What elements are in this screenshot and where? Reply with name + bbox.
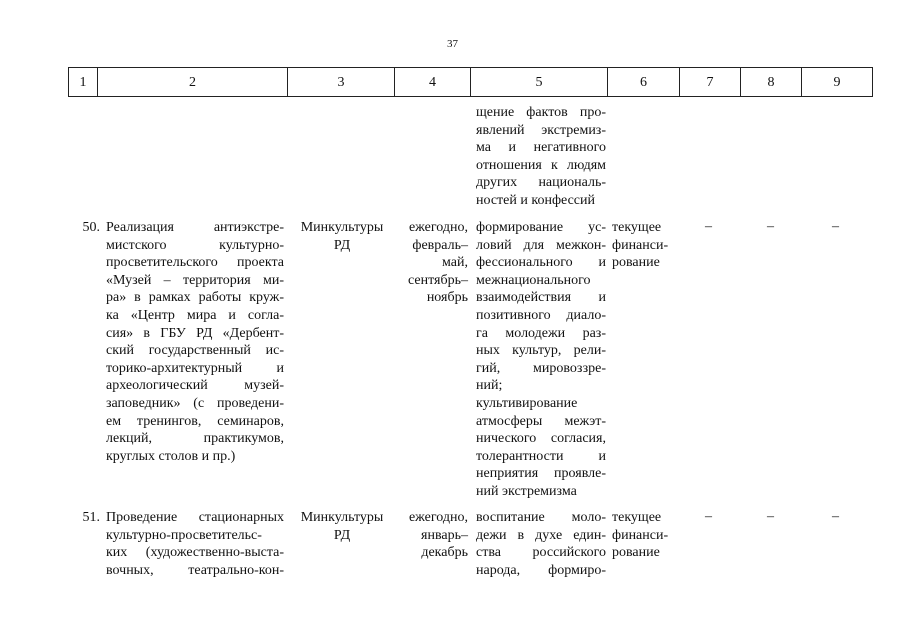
text-line: ка «Центр мира и согла- [106, 307, 284, 323]
header-col-6: 6 [607, 67, 680, 97]
text-line: торико-архитектурный и [106, 360, 284, 376]
text-line: ем тренингов, семинаров, [106, 413, 284, 429]
text-line: ежегодно, [408, 220, 468, 235]
header-col-4: 4 [394, 67, 471, 97]
text-line: ма и негативного [476, 140, 606, 156]
header-col-1: 1 [68, 67, 98, 97]
header-col-8: 8 [740, 67, 802, 97]
text-line: круглых столов и пр.) [106, 448, 236, 464]
text-line: лекций, практикумов, [106, 431, 284, 447]
text-line: ловий для межкон- [476, 237, 606, 253]
text-line: народа, формиро- [476, 562, 606, 578]
text-line: неприятия проявле- [476, 466, 606, 482]
header-col-7: 7 [679, 67, 741, 97]
row-51-col9: – [832, 509, 839, 524]
row-51-activity [106, 509, 284, 579]
text-line: щение фактов про- [476, 105, 606, 120]
text-line: культурно-просветительс- [106, 527, 262, 543]
text-line: сия» в ГБУ РД «Дербент- [106, 325, 284, 341]
row-51-term [396, 509, 468, 562]
text-line: гий, мировоззре- [476, 360, 606, 376]
text-line: «Музей – территория ми- [106, 272, 284, 288]
page-number: 37 [447, 38, 458, 50]
text-line: май, [442, 255, 468, 271]
text-line: рование [612, 545, 660, 561]
text-line: ежегодно, [408, 510, 468, 525]
row-50-col7: – [705, 219, 712, 234]
text-line: финанси- [612, 237, 669, 253]
text-line: взаимодействия и [476, 290, 606, 306]
header-col-3: 3 [287, 67, 395, 97]
text-line: просветительского проекта [106, 255, 284, 271]
text-line: текущее [612, 220, 662, 235]
text-line: нического согласия, [476, 431, 606, 447]
text-line: текущее [612, 510, 662, 525]
text-line: Реализация антиэкстре- [106, 220, 284, 235]
text-line: межнационального [476, 272, 591, 288]
text-line: фессионального и [476, 255, 606, 271]
text-line: РД [333, 237, 351, 253]
row-50-col8: – [767, 219, 774, 234]
text-line: РД [333, 527, 351, 543]
text-line: ра» в рамках работы круж- [106, 290, 284, 306]
text-line: ства российского [476, 545, 606, 561]
header-col-5: 5 [470, 67, 608, 97]
text-line: дежи в духе един- [476, 527, 606, 543]
row-51-executor [290, 509, 394, 544]
row-51-goal [476, 509, 606, 579]
text-line: толерантности и [476, 448, 606, 464]
row-50-term [396, 219, 468, 307]
text-line: ний экстремизма [476, 483, 577, 499]
text-line: ский государственный ис- [106, 343, 284, 359]
row-51-funding [612, 509, 680, 562]
row-50-goal [476, 219, 606, 501]
row-50-number: 50. [82, 220, 100, 235]
table-header-row [68, 67, 873, 99]
header-col-9: 9 [801, 67, 873, 97]
text-line: январь– [421, 527, 468, 543]
text-line: декабрь [421, 545, 468, 561]
text-line: культивирование [476, 395, 578, 411]
row-50-funding [612, 219, 680, 272]
text-line: заповедник» (с проведени- [106, 395, 284, 411]
text-line: вочных, театрально-кон- [106, 562, 284, 578]
text-line: февраль– [412, 237, 468, 253]
text-line: археологический музей- [106, 378, 284, 394]
text-line: явлений экстремиз- [476, 122, 606, 138]
row-51-col8: – [767, 509, 774, 524]
text-line: финанси- [612, 527, 669, 543]
header-col-2: 2 [97, 67, 288, 97]
text-line: воспитание моло- [476, 510, 606, 525]
text-line: ний; [476, 378, 503, 394]
text-line: га молодежи раз- [476, 325, 606, 341]
row-50-executor [290, 219, 394, 254]
text-line: сентябрь– [408, 272, 468, 288]
text-line: формирование ус- [476, 220, 606, 235]
text-line: атмосферы межэт- [476, 413, 606, 429]
text-line: рование [612, 255, 660, 271]
text-line: позитивного диало- [476, 307, 606, 323]
text-line: отношения к людям [476, 157, 606, 173]
text-line: Минкультуры [300, 510, 384, 525]
text-line: Проведение стационарных [106, 510, 284, 525]
text-line: ных культур, рели- [476, 343, 606, 359]
row-50-activity [106, 219, 284, 465]
row-51-number: 51. [82, 510, 100, 525]
text-line: Минкультуры [300, 220, 384, 235]
text-line: ностей и конфессий [476, 192, 595, 208]
continuation-goal [476, 104, 606, 210]
text-line: ких (художественно-выста- [106, 545, 284, 561]
row-51-col7: – [705, 509, 712, 524]
row-50-col9: – [832, 219, 839, 234]
text-line: других националь- [476, 175, 606, 191]
text-line: мистского культурно- [106, 237, 284, 253]
text-line: ноябрь [426, 290, 468, 306]
